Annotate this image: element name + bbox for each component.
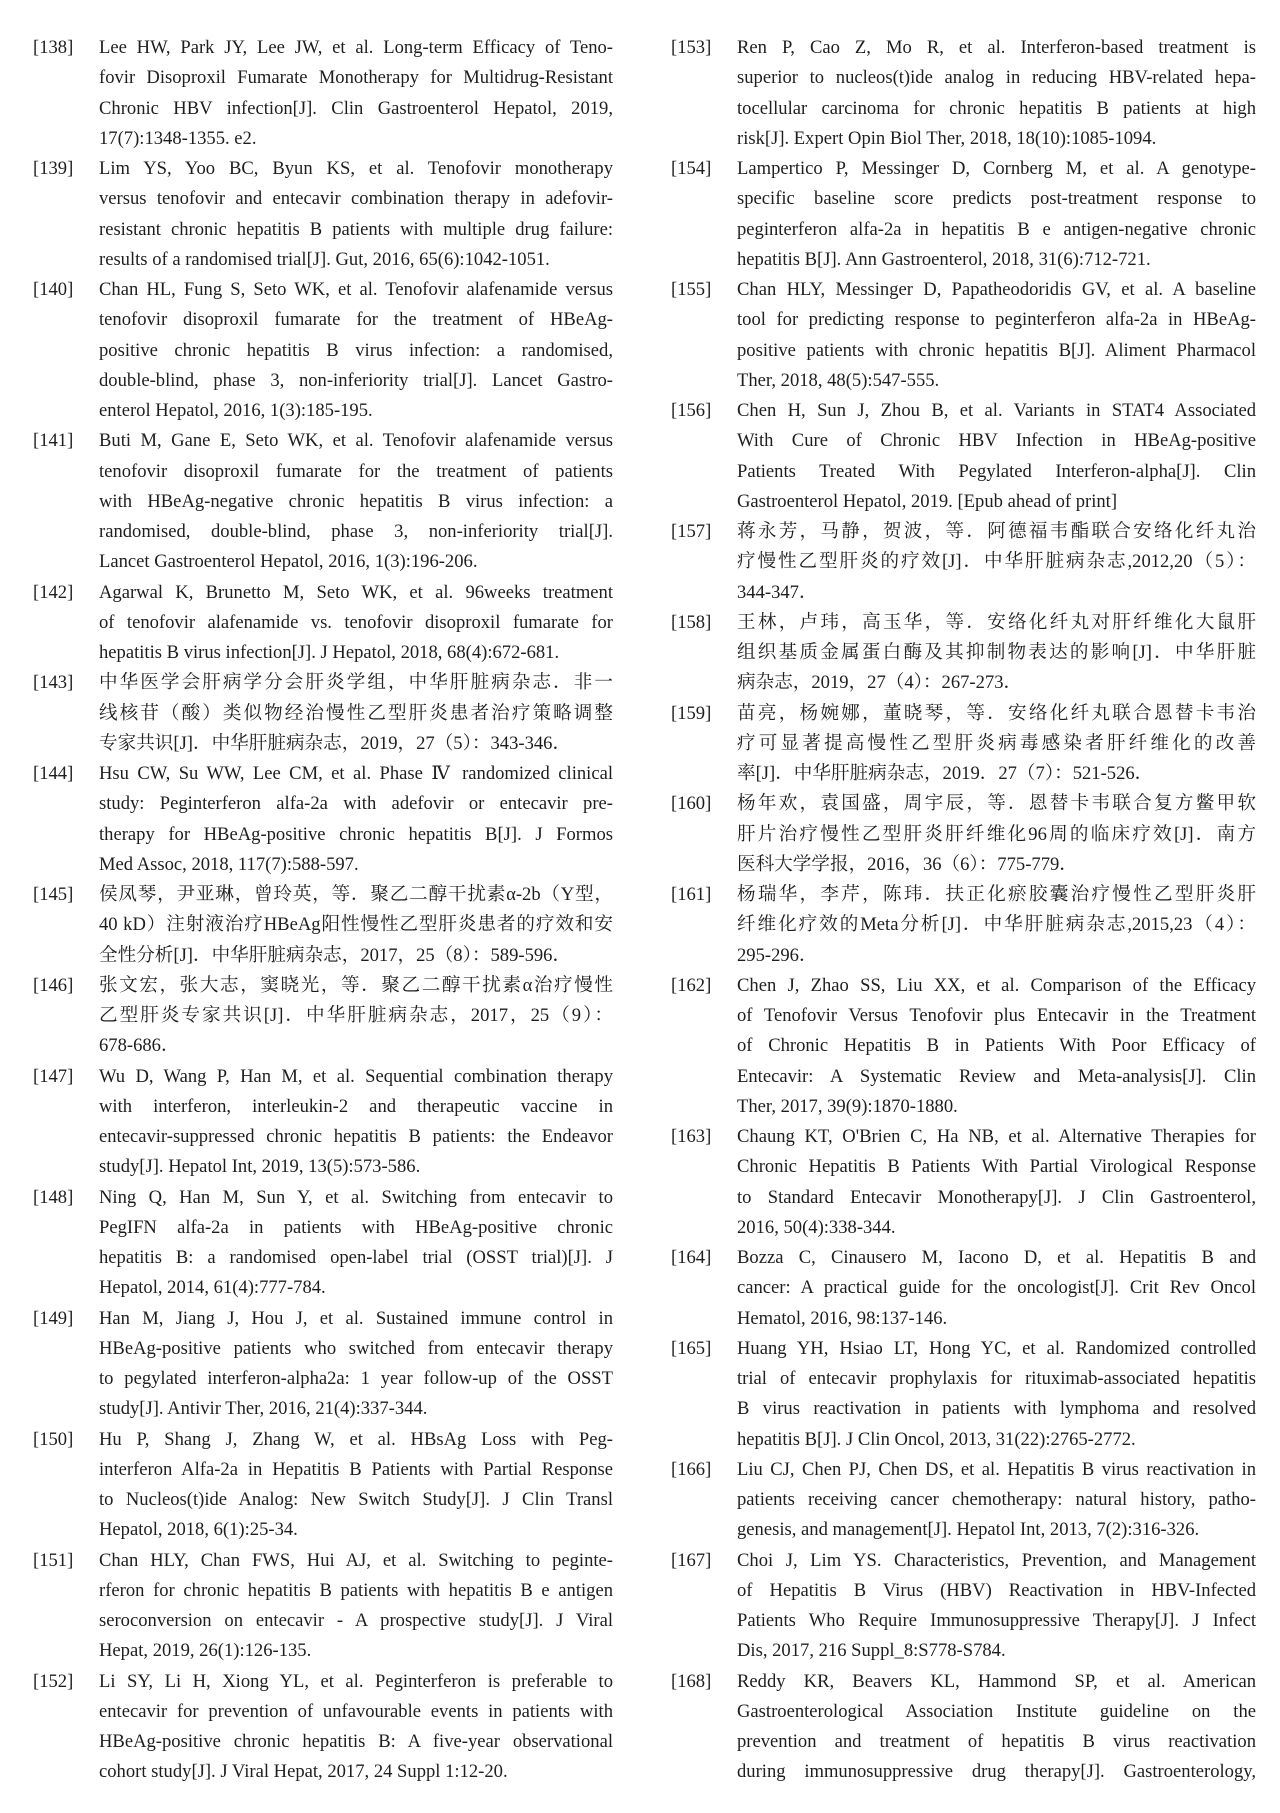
reference-line: to Standard Entecavir Monotherapy[J]. J Clin Gastroenterol, xyxy=(737,1186,1256,1208)
reference-entry xyxy=(33,880,613,971)
reference-line: Chen H, Sun J, Zhou B, et al. Variants in STAT4 Associated xyxy=(737,400,1256,421)
reference-entry xyxy=(33,1304,613,1425)
reference-line: 疗慢性乙型肝炎的疗效[J]．中华肝脏病杂志,2012,20（5）： xyxy=(737,551,1256,573)
reference-line: interferon Alfa-2a in Hepatitis B Patients with Partial Response xyxy=(99,1458,613,1480)
reference-line: specific baseline score predicts post-treatment response to xyxy=(737,188,1256,210)
reference-line: resistant chronic hepatitis B patients with multiple drug failure: xyxy=(99,218,613,240)
reference-number: [144] xyxy=(33,763,74,784)
reference-line: Chan HLY, Messinger D, Papatheodoridis GV, et al. A baseline xyxy=(737,279,1256,300)
reference-line: Entecavir: A Systematic Review and Meta-analysis[J]. Clin xyxy=(737,1065,1256,1087)
reference-line: of Chronic Hepatitis B in Patients With Poor Efficacy of xyxy=(737,1035,1256,1057)
reference-entry xyxy=(33,275,613,426)
reference-line: 病杂志，2019，27（4）：267-273． xyxy=(737,672,1023,694)
reference-text xyxy=(99,668,613,759)
reference-line: Patients Who Require Immunosuppressive Therapy[J]. J Infect xyxy=(737,1610,1256,1631)
reference-line: Liu CJ, Chen PJ, Chen DS, et al. Hepatitis B virus reactivation in xyxy=(737,1458,1256,1480)
reference-line: Agarwal K, Brunetto M, Seto WK, et al. 96weeks treatment xyxy=(99,581,613,603)
reference-number: [142] xyxy=(33,581,74,603)
reference-number: [139] xyxy=(33,158,74,179)
reference-line: Ther, 2018, 48(5):547-555. xyxy=(737,369,940,391)
reference-line: Lim YS, Yoo BC, Byun KS, et al. Tenofovir monotherapy xyxy=(99,158,613,179)
reference-line: Gastroenterological Association Institute guideline on the xyxy=(737,1700,1256,1722)
reference-entry xyxy=(33,33,613,154)
reference-line: patients receiving cancer chemotherapy: natural history, patho- xyxy=(737,1489,1256,1510)
reference-entry xyxy=(671,517,1256,608)
reference-line: 疗可显著提高慢性乙型肝炎病毒感染者肝纤维化的改善 xyxy=(737,732,1256,754)
reference-text xyxy=(737,880,1256,971)
reference-line: cohort study[J]. J Viral Hepat, 2017, 24 Suppl 1:12-20. xyxy=(99,1761,508,1783)
reference-text xyxy=(737,1334,1256,1455)
reference-entry xyxy=(671,154,1256,275)
reference-line: Hepatol, 2018, 6(1):25-34. xyxy=(99,1519,298,1541)
reference-line: Patients Treated With Pegylated Interferon-alpha[J]. Clin xyxy=(737,460,1256,482)
reference-line: 344-347． xyxy=(737,581,818,603)
reference-line: Hsu CW, Su WW, Lee CM, et al. Phase Ⅳ randomized clinical xyxy=(99,763,613,784)
reference-number: [152] xyxy=(33,1670,74,1692)
reference-number: [168] xyxy=(671,1670,712,1692)
reference-entry xyxy=(671,971,1256,1122)
reference-line: 专家共识[J]．中华肝脏病杂志，2019，27（5）：343-346． xyxy=(99,732,572,754)
reference-line: cancer: A practical guide for the oncologist[J]. Crit Rev Oncol xyxy=(737,1277,1256,1299)
reference-text xyxy=(737,699,1256,790)
reference-line: seroconversion on entecavir - A prospective study[J]. J Viral xyxy=(99,1610,613,1631)
reference-line: 中华医学会肝病学分会肝炎学组，中华肝脏病杂志．非一 xyxy=(99,672,613,694)
reference-line: 2016, 50(4):338-344. xyxy=(737,1216,896,1238)
reference-number: [163] xyxy=(671,1126,712,1147)
reference-entry xyxy=(33,1425,613,1546)
reference-line: Chaung KT, O'Brien C, Ha NB, et al. Alternative Therapies for xyxy=(737,1126,1256,1147)
reference-column-left xyxy=(33,33,613,1788)
reference-number: [155] xyxy=(671,279,712,300)
reference-text xyxy=(99,880,613,971)
reference-line: Dis, 2017, 216 Suppl_8:S778-S784. xyxy=(737,1640,1006,1662)
reference-line: double-blind, phase 3, non-inferiority trial[J]. Lancet Gastro- xyxy=(99,369,613,391)
reference-entry xyxy=(671,1667,1256,1788)
reference-line: Hepat, 2019, 26(1):126-135. xyxy=(99,1640,312,1662)
reference-entry xyxy=(671,1334,1256,1455)
reference-number: [141] xyxy=(33,430,74,452)
reference-line: randomised, double-blind, phase 3, non-inferiority trial[J]. xyxy=(99,521,613,542)
reference-entry xyxy=(33,154,613,275)
reference-number: [160] xyxy=(671,793,712,815)
reference-number: [161] xyxy=(671,884,712,905)
reference-line: PegIFN alfa-2a in patients with HBeAg-positive chronic xyxy=(99,1216,613,1238)
reference-line: with HBeAg-negative chronic hepatitis B virus infection: a xyxy=(99,490,613,512)
reference-line: positive patients with chronic hepatitis B[J]. Aliment Pharmacol xyxy=(737,339,1256,361)
reference-text xyxy=(99,1183,613,1304)
reference-entry xyxy=(33,426,613,577)
reference-line: Gastroenterol Hepatol, 2019. [Epub ahead of print] xyxy=(737,490,1118,512)
reference-text xyxy=(99,275,613,426)
reference-line: to Nucleos(t)ide Analog: New Switch Study[J]. J Clin Transl xyxy=(99,1489,613,1510)
reference-line: Ning Q, Han M, Sun Y, et al. Switching from entecavir to xyxy=(99,1186,613,1208)
reference-line: positive chronic hepatitis B virus infection: a randomised, xyxy=(99,339,613,361)
reference-line: 肝片治疗慢性乙型肝炎肝纤维化96周的临床疗效[J]．南方 xyxy=(737,823,1256,845)
reference-line: study: Peginterferon alfa-2a with adefovir or entecavir pre- xyxy=(99,793,613,815)
reference-line: 侯凤琴，尹亚琳，曾玲英，等．聚乙二醇干扰素α-2b（Y型， xyxy=(99,884,613,905)
reference-line: Choi J, Lim YS. Characteristics, Prevention, and Management xyxy=(737,1549,1256,1571)
reference-line: 295-296． xyxy=(737,944,818,966)
reference-number: [157] xyxy=(671,521,712,542)
reference-line: of Hepatitis B Virus (HBV) Reactivation in HBV-Infected xyxy=(737,1579,1256,1601)
reference-line: Bozza C, Cinausero M, Iacono D, et al. Hepatitis B and xyxy=(737,1247,1256,1268)
reference-entry xyxy=(33,1183,613,1304)
reference-text xyxy=(737,789,1256,880)
reference-line: Han M, Jiang J, Hou J, et al. Sustained immune control in xyxy=(99,1307,613,1329)
reference-line: Li SY, Li H, Xiong YL, et al. Peginterferon is preferable to xyxy=(99,1670,613,1692)
reference-line: HBeAg-positive chronic hepatitis B: A five-year observational xyxy=(99,1731,613,1752)
reference-line: trial of entecavir prophylaxis for rituximab-associated hepatitis xyxy=(737,1368,1256,1389)
reference-number: [151] xyxy=(33,1549,74,1571)
reference-text xyxy=(737,608,1256,699)
reference-entry xyxy=(33,971,613,1062)
reference-line: Ren P, Cao Z, Mo R, et al. Interferon-based treatment is xyxy=(737,37,1256,58)
reference-number: [159] xyxy=(671,702,712,724)
reference-line: Reddy KR, Beavers KL, Hammond SP, et al. American xyxy=(737,1670,1256,1692)
reference-line: Buti M, Gane E, Seto WK, et al. Tenofovir alafenamide versus xyxy=(99,430,613,452)
reference-number: [158] xyxy=(671,611,712,633)
reference-line: during immunosuppressive drug therapy[J]. Gastroenterology, xyxy=(737,1761,1256,1783)
reference-entry xyxy=(671,789,1256,880)
reference-entry xyxy=(671,396,1256,517)
reference-line: with interferon, interleukin-2 and therapeutic vaccine in xyxy=(99,1095,613,1117)
reference-line: tenofovir disoproxil fumarate for the treatment of patients xyxy=(99,460,613,482)
reference-number: [156] xyxy=(671,400,712,421)
reference-line: Chan HL, Fung S, Seto WK, et al. Tenofovir alafenamide versus xyxy=(99,279,613,300)
reference-entry xyxy=(671,608,1256,699)
reference-text xyxy=(737,517,1256,608)
reference-line: hepatitis B virus infection[J]. J Hepatol, 2018, 68(4):672-681. xyxy=(99,642,560,663)
reference-line: Ther, 2017, 39(9):1870-1880. xyxy=(737,1095,958,1117)
reference-text xyxy=(737,971,1256,1122)
reference-line: Chen J, Zhao SS, Liu XX, et al. Comparison of the Efficacy xyxy=(737,974,1256,996)
reference-text xyxy=(737,396,1256,517)
reference-line: hepatitis B: a randomised open-label trial (OSST trial)[J]. J xyxy=(99,1247,613,1268)
reference-line: prevention and treatment of hepatitis B virus reactivation xyxy=(737,1731,1256,1752)
reference-entry xyxy=(671,1546,1256,1667)
reference-line: Hematol, 2016, 98:137-146. xyxy=(737,1307,948,1329)
reference-number: [138] xyxy=(33,37,74,58)
reference-line: tocellular carcinoma for chronic hepatitis B patients at high xyxy=(737,97,1256,119)
reference-text xyxy=(99,33,613,154)
reference-text xyxy=(99,1062,613,1183)
reference-text xyxy=(99,426,613,577)
reference-number: [162] xyxy=(671,974,712,996)
reference-line: versus tenofovir and entecavir combination therapy in adefovir- xyxy=(99,188,613,210)
reference-text xyxy=(737,1455,1256,1546)
reference-line: study[J]. Hepatol Int, 2019, 13(5):573-586. xyxy=(99,1156,421,1178)
reference-entry xyxy=(671,699,1256,790)
reference-line: study[J]. Antivir Ther, 2016, 21(4):337-344. xyxy=(99,1398,428,1420)
reference-number: [166] xyxy=(671,1458,712,1480)
reference-number: [149] xyxy=(33,1307,74,1329)
reference-text xyxy=(99,1425,613,1546)
reference-line: With Cure of Chronic HBV Infection in HBeAg-positive xyxy=(737,430,1256,452)
reference-line: Lancet Gastroenterol Hepatol, 2016, 1(3):196-206. xyxy=(99,551,478,573)
reference-number: [154] xyxy=(671,158,712,179)
reference-line: of tenofovir alafenamide vs. tenofovir disoproxil fumarate for xyxy=(99,611,613,633)
reference-entry xyxy=(671,1122,1256,1243)
reference-line: B virus reactivation in patients with lymphoma and resolved xyxy=(737,1398,1256,1420)
reference-number: [153] xyxy=(671,37,712,58)
reference-line: of Tenofovir Versus Tenofovir plus Entecavir in the Treatment xyxy=(737,1005,1256,1026)
reference-line: 全性分析[J]．中华肝脏病杂志，2017，25（8）：589-596． xyxy=(99,944,572,966)
reference-line: to pegylated interferon-alpha2a: 1 year follow-up of the OSST xyxy=(99,1368,613,1389)
reference-line: hepatitis B[J]. J Clin Oncol, 2013, 31(22):2765-2772. xyxy=(737,1428,1136,1450)
reference-line: risk[J]. Expert Opin Biol Ther, 2018, 18(10):1085-1094. xyxy=(737,127,1157,149)
reference-entry xyxy=(33,1546,613,1667)
reference-line: 率[J]．中华肝脏病杂志，2019．27（7）：521-526． xyxy=(737,763,1154,784)
reference-line: 张文宏，张大志，窦晓光，等．聚乙二醇干扰素α治疗慢性 xyxy=(99,974,613,996)
reference-line: entecavir for prevention of unfavourable events in patients with xyxy=(99,1700,613,1722)
reference-text xyxy=(99,578,613,669)
reference-text xyxy=(99,971,613,1062)
reference-number: [140] xyxy=(33,279,74,300)
reference-line: 苗亮，杨婉娜，董晓琴，等．安络化纤丸联合恩替卡韦治 xyxy=(737,702,1256,724)
reference-text xyxy=(737,33,1256,154)
reference-line: 杨瑞华，李芹，陈玮．扶正化瘀胶囊治疗慢性乙型肝炎肝 xyxy=(737,884,1256,905)
reference-line: peginterferon alfa-2a in hepatitis B e antigen-negative chronic xyxy=(737,218,1256,240)
reference-line: 乙型肝炎专家共识[J]．中华肝脏病杂志，2017，25（9）： xyxy=(99,1005,613,1026)
reference-line: Lee HW, Park JY, Lee JW, et al. Long-term Efficacy of Teno- xyxy=(99,37,613,58)
reference-number: [145] xyxy=(33,884,74,905)
reference-text xyxy=(737,1667,1256,1788)
reference-line: 组织基质金属蛋白酶及其抑制物表达的影响[J]．中华肝脏 xyxy=(737,642,1256,663)
reference-entry xyxy=(671,275,1256,396)
reference-text xyxy=(737,1243,1256,1334)
reference-line: HBeAg-positive patients who switched from entecavir therapy xyxy=(99,1337,613,1359)
reference-number: [147] xyxy=(33,1065,74,1087)
reference-number: [167] xyxy=(671,1549,712,1571)
reference-line: Wu D, Wang P, Han M, et al. Sequential combination therapy xyxy=(99,1065,613,1087)
reference-line: Chronic HBV infection[J]. Clin Gastroenterol Hepatol, 2019, xyxy=(99,97,613,119)
reference-line: 17(7):1348-1355. e2. xyxy=(99,127,257,149)
reference-line: enterol Hepatol, 2016, 1(3):185-195. xyxy=(99,400,373,421)
reference-line: results of a randomised trial[J]. Gut, 2016, 65(6):1042-1051. xyxy=(99,248,550,270)
reference-line: Med Assoc, 2018, 117(7):588-597. xyxy=(99,853,359,875)
reference-line: 40 kD）注射液治疗HBeAg阳性慢性乙型肝炎患者的疗效和安 xyxy=(99,914,613,936)
reference-text xyxy=(99,1667,613,1788)
reference-text xyxy=(737,1122,1256,1243)
reference-entry xyxy=(33,578,613,669)
reference-line: 678-686． xyxy=(99,1035,180,1057)
reference-line: tenofovir disoproxil fumarate for the treatment of HBeAg- xyxy=(99,309,613,331)
reference-line: Huang YH, Hsiao LT, Hong YC, et al. Randomized controlled xyxy=(737,1337,1256,1359)
reference-number: [148] xyxy=(33,1186,74,1208)
reference-text xyxy=(99,1304,613,1425)
reference-line: hepatitis B[J]. Ann Gastroenterol, 2018, 31(6):712-721. xyxy=(737,248,1151,270)
reference-column-right xyxy=(671,33,1256,1788)
reference-line: tool for predicting response to peginterferon alfa-2a in HBeAg- xyxy=(737,309,1256,331)
reference-entry xyxy=(671,880,1256,971)
reference-line: 蒋永芳，马静，贺波，等．阿德福韦酯联合安络化纤丸治 xyxy=(737,521,1256,542)
reference-line: rferon for chronic hepatitis B patients with hepatitis B e antigen xyxy=(99,1579,613,1601)
reference-line: fovir Disoproxil Fumarate Monotherapy for Multidrug-Resistant xyxy=(99,67,613,89)
reference-number: [143] xyxy=(33,672,74,694)
reference-text xyxy=(737,1546,1256,1667)
reference-line: 杨年欢，袁国盛，周宇辰，等．恩替卡韦联合复方鳖甲软 xyxy=(737,793,1256,815)
reference-line: 线核苷（酸）类似物经治慢性乙型肝炎患者治疗策略调整 xyxy=(99,702,613,724)
reference-line: Hepatol, 2014, 61(4):777-784. xyxy=(99,1277,326,1299)
reference-line: entecavir-suppressed chronic hepatitis B patients: the Endeavor xyxy=(99,1126,613,1147)
reference-entry xyxy=(671,33,1256,154)
reference-line: Lampertico P, Messinger D, Cornberg M, et al. A genotype- xyxy=(737,158,1256,179)
reference-line: Hu P, Shang J, Zhang W, et al. HBsAg Loss with Peg- xyxy=(99,1428,613,1450)
reference-text xyxy=(99,154,613,275)
reference-number: [165] xyxy=(671,1337,712,1359)
reference-line: therapy for HBeAg-positive chronic hepatitis B[J]. J Formos xyxy=(99,823,613,845)
reference-text xyxy=(99,759,613,880)
reference-line: Chan HLY, Chan FWS, Hui AJ, et al. Switching to peginte- xyxy=(99,1549,613,1571)
reference-line: Chronic Hepatitis B Patients With Partial Virological Response xyxy=(737,1156,1256,1178)
reference-number: [146] xyxy=(33,974,74,996)
reference-line: 王林，卢玮，高玉华，等．安络化纤丸对肝纤维化大鼠肝 xyxy=(737,611,1256,633)
reference-line: 纤维化疗效的Meta分析[J]．中华肝脏病杂志,2015,23（4）： xyxy=(737,914,1256,936)
reference-entry xyxy=(33,668,613,759)
reference-text xyxy=(737,154,1256,275)
reference-line: 医科大学学报，2016，36（6）：775-779． xyxy=(737,853,1078,875)
reference-entry xyxy=(33,759,613,880)
reference-number: [164] xyxy=(671,1247,712,1268)
reference-number: [150] xyxy=(33,1428,74,1450)
reference-entry xyxy=(33,1062,613,1183)
reference-line: superior to nucleos(t)ide analog in reducing HBV-related hepa- xyxy=(737,67,1256,89)
reference-line: genesis, and management[J]. Hepatol Int, 2013, 7(2):316-326. xyxy=(737,1519,1200,1541)
reference-entry xyxy=(671,1455,1256,1546)
reference-text xyxy=(99,1546,613,1667)
reference-entry xyxy=(33,1667,613,1788)
reference-text xyxy=(737,275,1256,396)
reference-entry xyxy=(671,1243,1256,1334)
